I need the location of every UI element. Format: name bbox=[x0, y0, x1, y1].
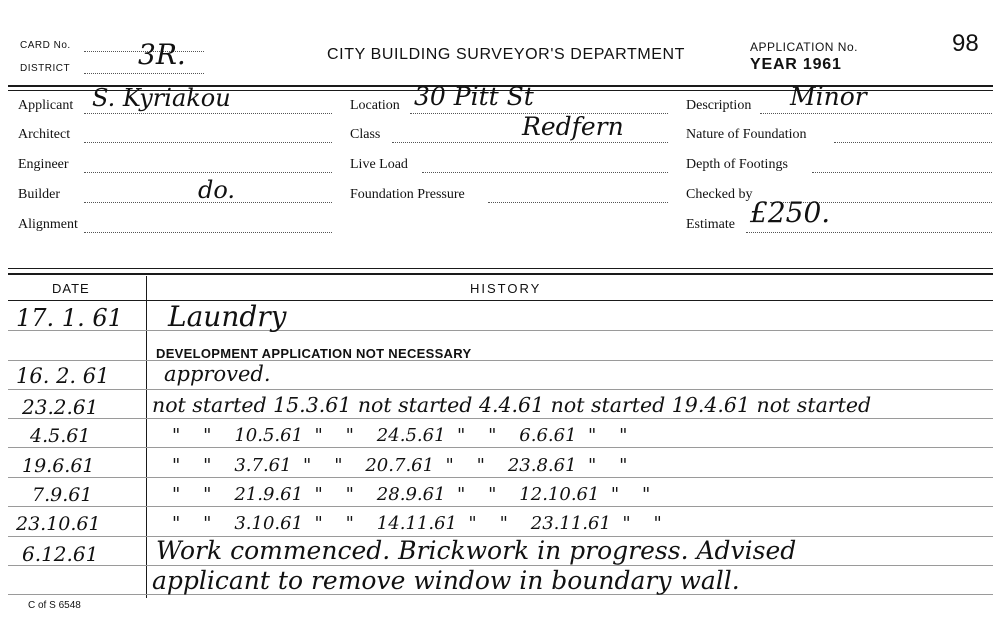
description-value: Minor bbox=[790, 82, 867, 111]
history-continuation: applicant to remove window in boundary wall. bbox=[152, 566, 740, 595]
application-label: APPLICATION No. bbox=[750, 40, 858, 54]
history-entry: Laundry bbox=[168, 300, 287, 333]
description-label: Description bbox=[686, 98, 752, 113]
engineer-label: Engineer bbox=[18, 157, 69, 172]
history-entry: " " 10.5.61 " " 24.5.61 " " 6.6.61 " " bbox=[172, 425, 628, 446]
applicant-value: S. Kyriakou bbox=[92, 84, 231, 112]
year-label: YEAR 1961 bbox=[750, 56, 842, 73]
development-stamp: DEVELOPMENT APPLICATION NOT NECESSARY bbox=[156, 346, 472, 361]
history-date: 17. 1. 61 bbox=[16, 304, 123, 332]
history-date: 19.6.61 bbox=[22, 455, 95, 477]
history-entry: approved. bbox=[164, 362, 271, 386]
architect-label: Architect bbox=[18, 127, 71, 142]
alignment-label: Alignment bbox=[18, 217, 78, 232]
alignment-line bbox=[84, 232, 332, 233]
location-suburb: Redfern bbox=[522, 112, 624, 141]
section-rule-1 bbox=[8, 268, 993, 269]
row-line bbox=[8, 506, 993, 507]
location-label: Location bbox=[350, 98, 400, 113]
history-entry: " " 21.9.61 " " 28.9.61 " " 12.10.61 " " bbox=[172, 484, 651, 505]
estimate-line bbox=[746, 232, 992, 233]
history-date: 4.5.61 bbox=[30, 425, 91, 447]
builder-label: Builder bbox=[18, 187, 60, 202]
estimate-value: £250. bbox=[750, 196, 831, 229]
history-date: 6.12.61 bbox=[22, 542, 99, 566]
department-title: CITY BUILDING SURVEYOR'S DEPARTMENT bbox=[327, 46, 686, 63]
section-rule-2 bbox=[8, 273, 993, 275]
form-code: C of S 6548 bbox=[28, 600, 81, 611]
checked-by-label: Checked by bbox=[686, 187, 753, 202]
history-date: 23.10.61 bbox=[16, 513, 101, 535]
row-line bbox=[8, 330, 993, 331]
row-line bbox=[8, 418, 993, 419]
history-entry: not started 15.3.61 not started 4.4.61 not started 19.4.61 not started bbox=[152, 393, 872, 417]
date-column-divider bbox=[146, 276, 147, 598]
nature-line bbox=[834, 142, 992, 143]
location-value: 30 Pitt St bbox=[414, 82, 534, 111]
applicant-label: Applicant bbox=[18, 98, 74, 113]
row-line bbox=[8, 447, 993, 448]
history-date: 23.2.61 bbox=[22, 395, 99, 419]
live-load-label: Live Load bbox=[350, 157, 408, 172]
builder-value: do. bbox=[198, 176, 236, 204]
card-no-value: 3R. bbox=[138, 38, 186, 71]
row-line bbox=[8, 389, 993, 390]
nature-of-foundation-label: Nature of Foundation bbox=[686, 127, 807, 142]
description-line bbox=[760, 113, 992, 114]
history-date: 7.9.61 bbox=[32, 484, 93, 506]
history-entry: " " 3.10.61 " " 14.11.61 " " 23.11.61 " " bbox=[172, 513, 662, 534]
class-label: Class bbox=[350, 127, 381, 142]
date-header: DATE bbox=[52, 281, 90, 296]
applicant-line bbox=[84, 113, 332, 114]
history-entry: Work commenced. Brickwork in progress. Advised bbox=[156, 536, 797, 565]
history-date: 16. 2. 61 bbox=[16, 364, 110, 388]
depth-line bbox=[812, 172, 992, 173]
foundation-pressure-label: Foundation Pressure bbox=[350, 187, 465, 202]
architect-line bbox=[84, 142, 332, 143]
row-line bbox=[8, 477, 993, 478]
card-no-label: CARD No. bbox=[20, 40, 71, 51]
estimate-label: Estimate bbox=[686, 217, 735, 232]
district-line bbox=[84, 73, 204, 74]
foundation-pressure-line bbox=[488, 202, 668, 203]
history-entry: " " 3.7.61 " " 20.7.61 " " 23.8.61 " " bbox=[172, 455, 628, 476]
class-line bbox=[392, 142, 668, 143]
application-number: 98 bbox=[952, 30, 979, 57]
live-load-line bbox=[422, 172, 668, 173]
district-label: DISTRICT bbox=[20, 63, 71, 74]
history-header: HISTORY bbox=[470, 281, 542, 296]
engineer-line bbox=[84, 172, 332, 173]
depth-of-footings-label: Depth of Footings bbox=[686, 157, 788, 172]
header-underline bbox=[8, 300, 993, 301]
